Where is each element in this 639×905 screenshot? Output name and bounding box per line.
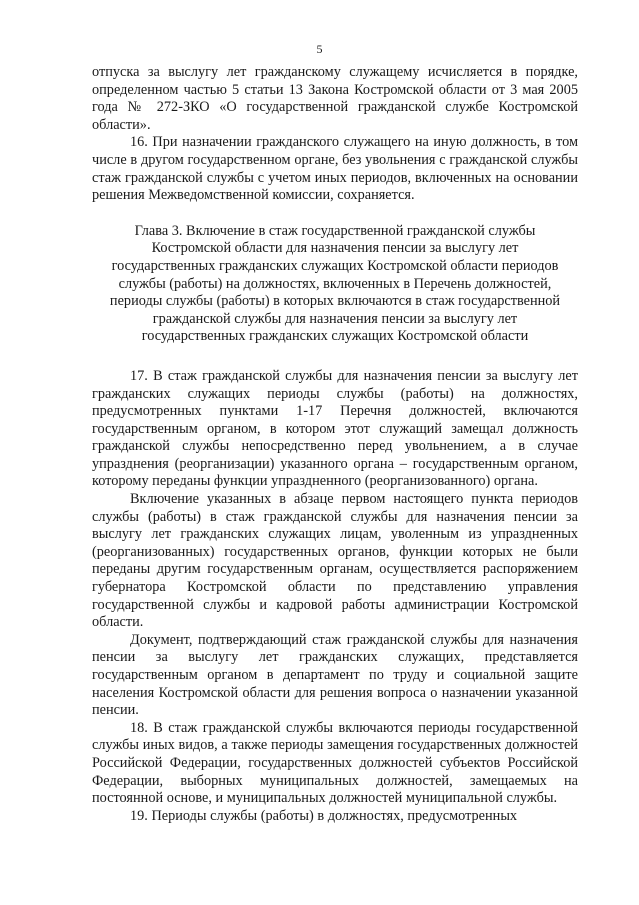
paragraph-continuation: отпуска за выслугу лет гражданскому служащему исчисляется в порядке, определенном частью 5 статьи 13 Закона Костромской области от 3 мая 2005 года № 272-ЗКО «О государственной гражданской службе Костромской области». [92,64,578,133]
paragraph-17-part-2: Включение указанных в абзаце первом настоящего пункта периодов службы (работы) в стаж гражданской службы для назначения пенсии за выслугу лет гражданских служащих лицам, уволенным из упраздненных (реорганизованных) государственных органов, функции которых не были переданы другим государственным органам, осуществляется распоряжением губернатора Костромской области по представлению управления государственной службы и кадровой работы администрации Костромской области. [92,491,578,631]
document-body [92,64,578,825]
paragraph-18: 18. В стаж гражданской службы включаются периоды государственной службы иных видов, а также периоды замещения государственных должностей Российской Федерации, государственных должностей субъектов Российской Федерации, выборных муниципальных должностей, замещаемых на постоянной основе, и муниципальных должностей муниципальной службы. [92,719,578,807]
paragraph-17: 17. В стаж гражданской службы для назначения пенсии за выслугу лет гражданских служащих периоды службы (работы) на должностях, предусмотренных пунктами 1-17 Перечня должностей, включаются государственным органом, в котором этот служащий замещал должность гражданской службы непосредственно перед увольнением, а в случае упразднения (реорганизации) указанного органа – государственным органом, которому переданы функции упраздненного (реорганизованного) органа. [92,367,578,490]
chapter-heading-line: Глава 3. Включение в стаж государственной гражданской службы [134,222,536,239]
chapter-heading-line: государственных гражданских служащих Костромской области периодов [111,257,559,274]
paragraph-17-part-3: Документ, подтверждающий стаж гражданской службы для назначения пенсии за выслугу лет гражданских служащих, представляется государственным органом в департамент по труду и социальной защите населения Костромской области для решения вопроса о назначении указанной пенсии. [92,631,578,719]
chapter-heading-line: гражданской службы для назначения пенсии за выслугу лет [152,310,518,327]
chapter-3-heading [92,223,578,346]
chapter-heading-line: периоды службы (работы) в которых включаются в стаж государственной [109,293,561,310]
page-number: 5 [316,42,323,56]
paragraph-16: 16. При назначении гражданского служащего на иную должность, в том числе в другом государственном органе, без увольнения с гражданской службы стаж гражданской службы с учетом иных периодов, включенных на основании решения Межведомственной комиссии, сохраняется. [92,134,578,204]
chapter-heading-line: Костромской области для назначения пенсии за выслугу лет [151,240,519,257]
paragraph-19: 19. Периоды службы (работы) в должностях, предусмотренных [130,807,518,824]
chapter-heading-line: службы (работы) на должностях, включенных в Перечень должностей, [118,275,552,292]
chapter-heading-line: государственных гражданских служащих Костромской области [141,328,529,345]
